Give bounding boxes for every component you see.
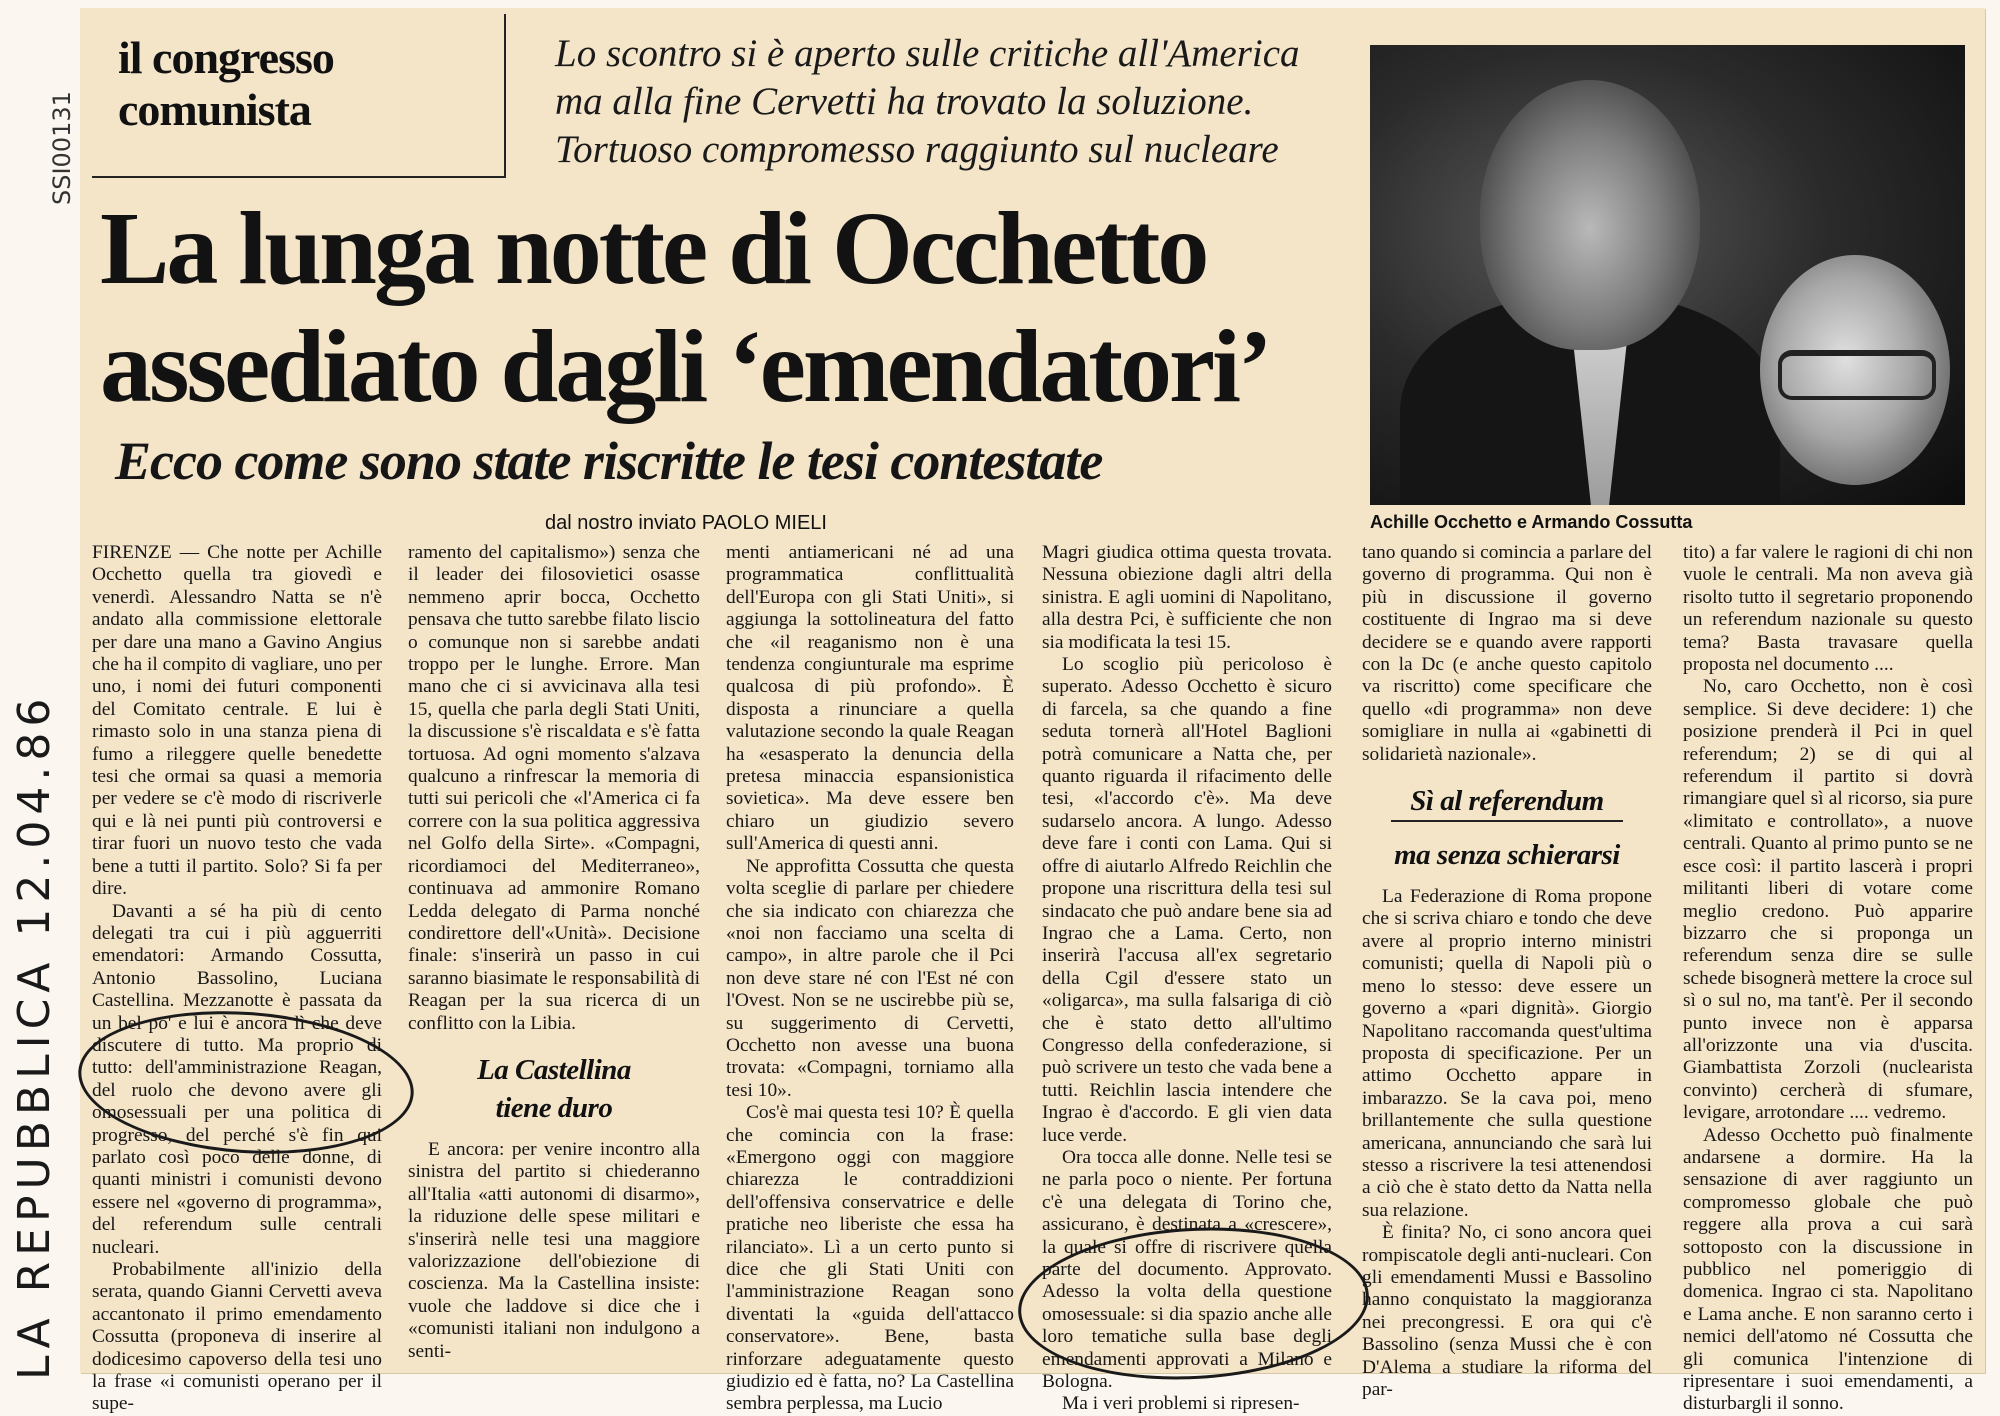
- article-subheadline: Ecco come sono state riscritte le tesi contestate: [115, 431, 1103, 491]
- headline-line-2: assediato dagli ‘emendatori’: [100, 309, 1270, 424]
- paragraph: Ora tocca alle donne. Nelle tesi se ne parla poco o niente. Per fortuna c'è una delegata di Torino che, assicurano, è destinata a «crescere», la quale si offre di riscrivere quella parte del documento. Approvato. Adesso la volta della questione omosessuale: si dia spazio anche alle loro tematiche sulla base degli emendamenti approvati a Milano e Bologna.: [1042, 1146, 1332, 1393]
- paragraph: È finita? No, ci sono ancora quei rompiscatole degli anti-nucleari. Con gli emendamenti Mussi e Bassolino hanno conquistato la maggioranza nei precongressi. E ora qui c'è Bassolino (senza Mussi che è con D'Alema a studiare la riforma del par-: [1362, 1222, 1652, 1400]
- paragraph: Lo scoglio più pericoloso è superato. Adesso Occhetto è sicuro di farcela, sa che quando a fine seduta tornerà all'Hotel Baglioni potrà comunicare a Natta che, per quanto riguarda il rifacimento delle tesi, «l'accordo c'è». Ma deve sudarselo ancora. A lungo. Adesso deve fare i conti con Lama. Qui si offre di aiutarlo Alfredo Reichlin che propone una riscrittura della tesi sul sindacato che può andare bene sia ad Ingrao che a Lama. Certo, non inserirà l'accusa all'ex segretario della Cgil d'essere stato un «oligarca», ma sulla falsariga di ciò che è stato detto all'ultimo Congresso della confederazione, si può scrivere un testo che vada bene a tutti. Reichlin lascia intendere che Ingrao è d'accordo. E gli vien data luce verde.: [1042, 654, 1332, 1146]
- paragraph: tito) a far valere le ragioni di chi non vuole le centrali. Ma non aveva già risolto tutto il segretario proponendo un referendum nazionale su questo tema? Basta travasare quella proposta nel documento ....: [1683, 542, 1973, 676]
- article-column-4: [1042, 542, 1332, 1416]
- deck-line-1: Lo scontro si è aperto sulle critiche all'America: [555, 32, 1300, 75]
- article-column-3: [726, 542, 1014, 1416]
- paragraph: Davanti a sé ha più di cento delegati tra cui i più agguerriti emendatori: Armando Cossutta, Antonio Bassolino, Luciana Castellina. Mezzanotte è passata da un bel po' e lui è ancora lì che deve discutere di tutto. Ma proprio di tutto: dell'amministrazione Reagan, del ruolo che devono avere gli omosessuali per una politica di progresso, del perché s'è fin qui parlato così poco delle donne, di quanti ministri i comunisti devono essere nel «governo di programma», del referendum sulle centrali nucleari.: [92, 900, 382, 1258]
- subheading-line: ma senza schierarsi: [1394, 839, 1620, 872]
- subheading-line: La Castellina: [477, 1053, 631, 1086]
- subheading-line: Sì al referendum: [1410, 785, 1604, 818]
- article-column-6: [1683, 542, 1973, 1416]
- paragraph: ramento del capitalismo») senza che il leader dei filosovietici osasse nemmeno aprir bocca, Occhetto pensava che tutto sarebbe filato liscio o comunque non si sarebbe andati troppo per le lunghe. Errore. Man mano che ci si avvicinava alla tesi 15, quella che parla degli Stati Uniti, la discussione s'è riscaldata e s'è fatta tortuosa. Ad ogni momento s'alzava qualcuno a rinfrescar la memoria di tutti sui pericoli che «l'America ci fa correre con la sua politica aggressiva nel Golfo della Sirte». «Compagni, ricordiamoci del Mediterraneo», continuava ad ammonire Romano Ledda delegato di Parma nonché condirettore dell'«Unità». Decisione finale: s'inserirà un passo in cui saranno biasimate le responsabilità di Reagan per la sua ricerca di un conflitto con la Libia.: [408, 542, 700, 1034]
- news-photo: [1370, 45, 1965, 505]
- kicker-box: [92, 14, 506, 178]
- paragraph: Ne approfitta Cossutta che questa volta sceglie di parlare per chiedere che sia indicato con chiarezza che «noi non facciamo una scelta di campo», in altre parole che il Pci non deve stare né con l'Est né con l'Ovest. Non se ne uscirebbe più se, su suggerimento di Cervetti, Occhetto non avesse una buona trovata: «Compagni, torniamo alla tesi 10».: [726, 855, 1014, 1101]
- byline: dal nostro inviato PAOLO MIELI: [545, 512, 827, 534]
- paragraph: E ancora: per venire incontro alla sinistra del partito si chiederanno all'Italia «atti autonomi di disarmo», la riduzione delle spese militari e s'inserirà nelle tesi una maggiore valorizzazione dell'obiezione di coscienza. Ma la Castellina insiste: vuole che laddove si dice che i «comunisti italiani non indulgono a senti-: [408, 1138, 700, 1362]
- paragraph: Ma i veri problemi si ripresen-: [1062, 1393, 1300, 1415]
- paragraph: tano quando si comincia a parlare del governo di programma. Qui non è più in discussione il governo costituente di Ingrao ma si deve decidere se e quando avere rapporti con la Dc (e anche questo capitolo va riscritto) come specificare che quello «di programma» non deve somigliare in nulla ai «gabinetti di solidarietà nazionale».: [1362, 542, 1652, 765]
- paragraph: menti antiamericani né ad una programmatica conflittualità dell'Europa con gli Stati Uniti», si aggiunga la sottolineatura del fatto che «il reaganismo non è una tendenza congiunturale ma esprime qualcosa di più profondo». È disposta a rinunciare a quella valutazione secondo la quale Reagan ha «esasperato la denuncia della pretesa minaccia espansionistica sovietica». Ma deve essere ben chiaro un giudizio severo sull'America di questi anni.: [726, 542, 1014, 855]
- margin-publication-date: LA REPUBBLICA 12.04.86: [9, 692, 60, 1380]
- article-column-1: [92, 542, 382, 1416]
- paragraph: Adesso Occhetto può finalmente andarsene a dormire. Ha la sensazione di aver raggiunto un compromesso globale che può reggere alla prova a cui sarà sottoposto con la discussione in pubblico nel pomeriggio di domenica. Ingrao ci sta. Napolitano e Lama anche. E non saranno certo i nemici dell'atomo né Cossutta che gli comunica l'intenzione di ripresentare i suoi emendamenti, a disturbargli il sonno.: [1683, 1124, 1973, 1415]
- kicker-line-2: comunista: [118, 84, 311, 135]
- subheading-rule: [1391, 820, 1623, 822]
- deck-line-3: Tortuoso compromesso raggiunto sul nucleare: [555, 128, 1279, 171]
- article-headline: [100, 190, 1380, 426]
- paragraph: Magri giudica ottima questa trovata. Nessuna obiezione dagli altri della sinistra. E agli uomini di Napolitano, alla destra Pci, è sufficiente che non sia modificata la tesi 15.: [1042, 542, 1332, 653]
- paragraph: No, caro Occhetto, non è così semplice. Si deve decidere: 1) che posizione prenderà il Pci in quel referendum; 2) se di qui al referendum il partito si dovrà rimangiare quel sì al ricorso, sia pure «limitato e controllato», a nuove centrali. Quanto al primo punto se ne esce così: il partito lascerà i propri militanti liberi di votare come meglio credono. Può apparire bizzarro che si proponga un referendum senza dire se sulle schede bisognerà mettere la croce sul sì o sul no, ma tant'è. Per il secondo punto invece non è apparsa all'orizzonte una via d'uscita. Giambattista Zorzoli (nuclearista convinto) cercherà di sfumare, levigare, arrotondare .... vedremo.: [1683, 676, 1973, 1124]
- article-deck: [555, 30, 1355, 174]
- headline-line-1: La lunga notte di Occhetto: [100, 191, 1207, 306]
- subheading-line: tiene duro: [495, 1091, 613, 1124]
- paragraph: La Federazione di Roma propone che si scriva chiaro e tondo che deve avere al proprio interno ministri comunisti; quella di Napoli più o meno lo stesso: deve essere un governo a «pari dignità». Giorgio Napolitano raccomanda quest'ultima proposta di specificazione. Per un attimo Occhetto appare in imbarazzo. Se la cava poi, meno brillantemente che sulla questione americana, annunciando che sarà lui stesso a riscrivere la tesi attenendosi a ciò che è stato detto da Natta nella sua relazione.: [1362, 886, 1652, 1221]
- subheading-referendum: [1362, 782, 1652, 874]
- article-column-2: [408, 542, 700, 1363]
- paragraph: Cos'è mai questa tesi 10? È quella che comincia con la frase: «Emergono oggi con maggiore chiarezza le contraddizioni dell'offensiva conservatrice e delle pratiche neo liberiste che essa ha rilanciato». Lì a un certo punto si dice che gli Stati Uniti con l'amministrazione Reagan sono diventati la «guida dell'attacco conservatore». Bene, basta rinforzare adeguatamente questo giudizio ed è fatta, no? La Castellina sembra perplessa, ma Lucio: [726, 1102, 1014, 1415]
- paragraph: FIRENZE — Che notte per Achille Occhetto quella tra giovedì e venerdì. Alessandro Natta se n'è andato alla commissione elettorale per dare una mano a Gavino Angius che ha il compito di vagliare, uno per uno, i nomi dei futuri componenti del Comitato centrale. E lui è rimasto solo in una stanza piena di fumo a rileggere quelle benedette tesi che ormai sa quasi a memoria per vedere se c'è modo di riscriverle qui e là nei punti più controversi e tirar fuori un nuovo testo che vada bene a tutti il partito. Solo? Si fa per dire.: [92, 542, 382, 900]
- section-kicker: [118, 32, 334, 136]
- kicker-line-1: il congresso: [118, 32, 334, 83]
- margin-handwritten-note: [0, 230, 70, 1380]
- article-column-5: [1362, 542, 1652, 1401]
- photo-glasses: [1778, 350, 1936, 400]
- subheading-castellina: [408, 1051, 700, 1127]
- paragraph: Probabilmente all'inizio della serata, quando Gianni Cervetti aveva accantonato il primo emendamento Cossutta (proponeva di inserire al dodicesimo capoverso della tesi uno la frase «i comunisti operano per il supe-: [92, 1259, 382, 1415]
- margin-archive-code: SSI00131: [48, 91, 76, 205]
- deck-line-2: ma alla fine Cervetti ha trovato la soluzione.: [555, 80, 1254, 123]
- photo-figure-occhetto: [1480, 80, 1700, 350]
- photo-caption: Achille Occhetto e Armando Cossutta: [1370, 512, 1693, 532]
